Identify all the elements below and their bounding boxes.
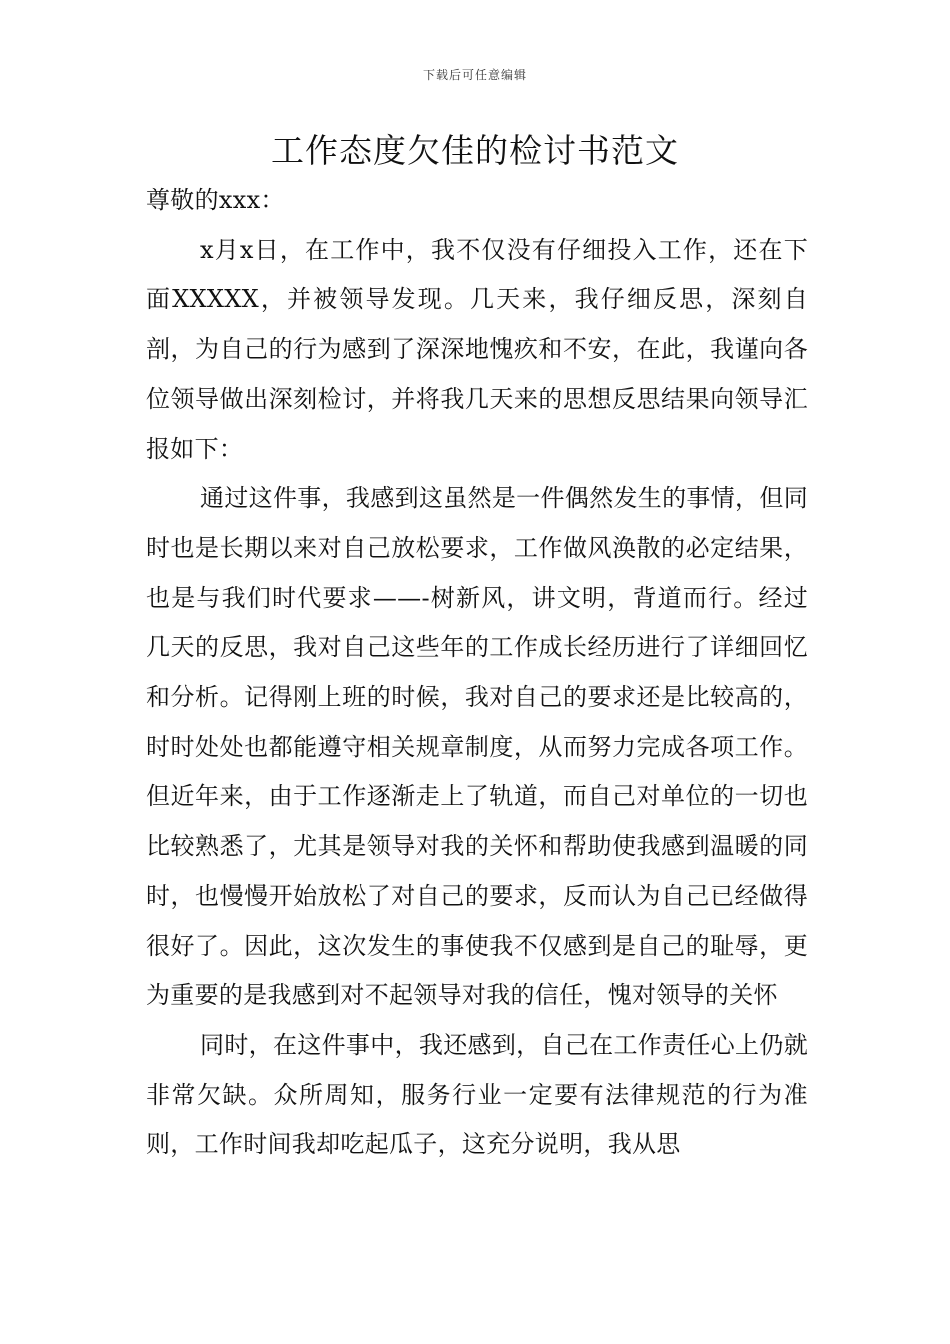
paragraph-2: 通过这件事，我感到这虽然是一件偶然发生的事情，但同时也是长期以来对自己放松要求，工作做风涣散的必定结果，也是与我们时代要求——-树新风，讲文明，背道而行。经过几天的反思，我对自己这些年的工作成长经历进行了详细回忆和分析。记得刚上班的时候，我对自己的要求还是比较高的，时时处处也都能遵守相关规章制度，从而努力完成各项工作。但近年来，由于工作逐渐走上了轨道，而自己对单位的一切也比较熟悉了，尤其是领导对我的关怀和帮助使我感到温暖的同时，也慢慢开始放松了对自己的要求，反而认为自己已经做得很好了。因此，这次发生的事使我不仅感到是自己的耻辱，更为重要的是我感到对不起领导对我的信任，愧对领导的关怀: [146, 484, 808, 1010]
header-note: 下载后可任意编辑: [422, 68, 527, 82]
paragraph-1: x月x日，在工作中，我不仅没有仔细投入工作，还在下面XXXXX，并被领导发现。几天来，我仔细反思，深刻自剖，为自己的行为感到了深深地愧疚和不安，在此，我谨向各位领导做出深刻检讨，并将我几天来的思想反思结果向领导汇报如下：: [146, 235, 808, 463]
paragraph-3: 同时，在这件事中，我还感到，自己在工作责任心上仍就非常欠缺。众所周知，服务行业一定要有法律规范的行为准则，工作时间我却吃起瓜子，这充分说明，我从思: [146, 1030, 808, 1159]
document-body: [146, 176, 808, 1170]
salutation: 尊敬的xxx：: [146, 186, 285, 214]
document-title: 工作态度欠佳的检讨书范文: [271, 131, 679, 170]
